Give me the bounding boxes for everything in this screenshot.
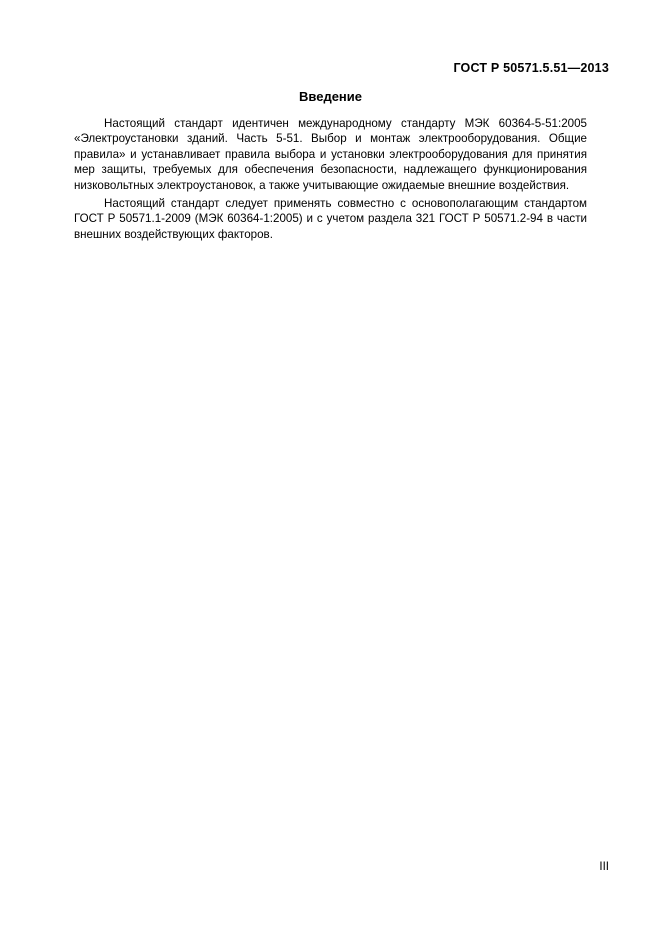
body-text: [74, 116, 587, 242]
paragraph: Настоящий стандарт идентичен международному стандарту МЭК 60364-5-51:2005 «Электроустановки зданий. Часть 5-51. Выбор и монтаж электрооборудования. Общие правила» и устанавливает правила выбора и установки электрооборудования для принятия мер защиты, требуемых для обеспечения безопасности, надлежащего функционирования низковольтных электроустановок, а также учитывающие ожидаемые внешние воздействия.: [74, 117, 587, 192]
page-title: Введение: [299, 89, 362, 104]
standard-reference-header: ГОСТ Р 50571.5.51—2013: [453, 61, 609, 75]
paragraph: Настоящий стандарт следует применять совместно с основополагающим стандартом ГОСТ Р 50571.1-2009 (МЭК 60364-1:2005) и с учетом раздела 321 ГОСТ Р 50571.2-94 в части внешних воздействующих факторов.: [74, 197, 587, 241]
page-number: III: [599, 861, 609, 873]
